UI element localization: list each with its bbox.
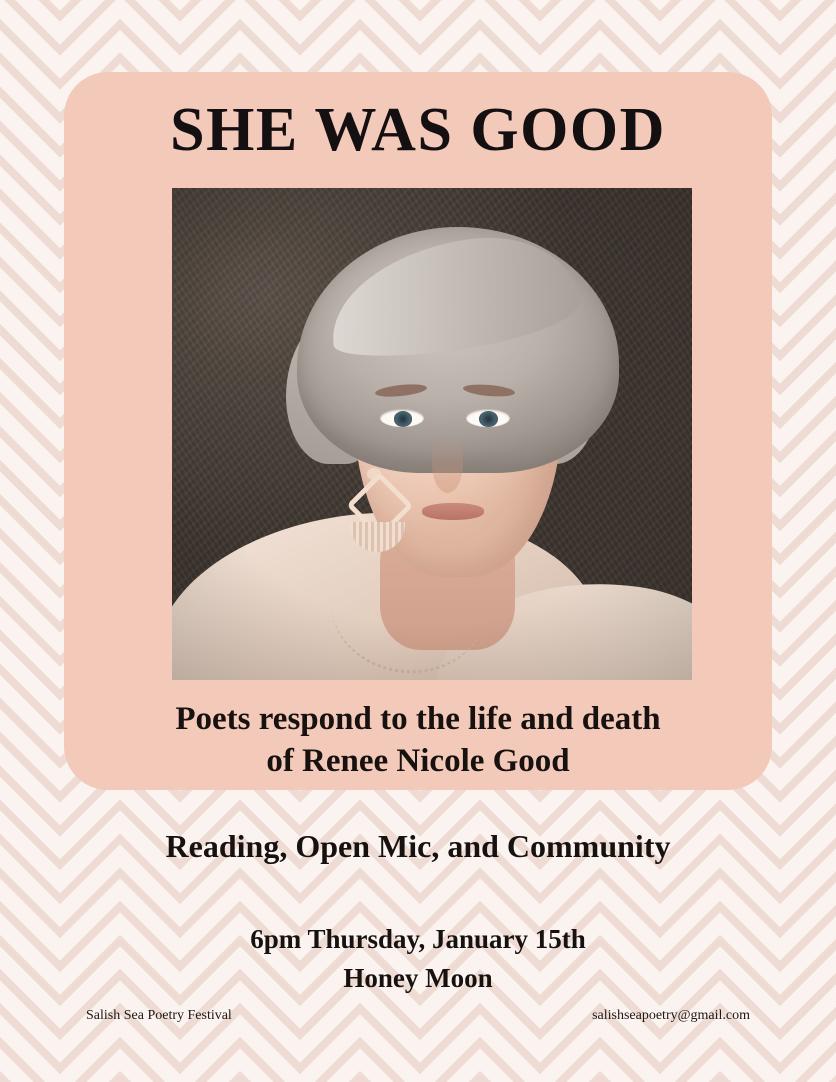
event-venue: Honey Moon bbox=[343, 963, 493, 994]
event-description-line-1: Poets respond to the life and death bbox=[175, 701, 661, 737]
event-datetime: 6pm Thursday, January 15th bbox=[250, 924, 586, 954]
event-description bbox=[84, 698, 752, 782]
event-subheading: Reading, Open Mic, and Community bbox=[165, 828, 671, 864]
contact-email: salishseapoetry@gmail.com bbox=[592, 1008, 750, 1023]
event-description-line-2: of Renee Nicole Good bbox=[266, 743, 570, 780]
portrait-photo bbox=[172, 188, 692, 680]
event-details bbox=[0, 920, 836, 998]
poster-footer bbox=[0, 1008, 836, 1024]
organizer-name: Salish Sea Poetry Festival bbox=[86, 1008, 232, 1023]
portrait-vignette bbox=[172, 188, 692, 680]
page-title: SHE WAS GOOD bbox=[170, 96, 666, 164]
portrait-illustration bbox=[172, 188, 692, 680]
poster-card bbox=[64, 72, 772, 790]
